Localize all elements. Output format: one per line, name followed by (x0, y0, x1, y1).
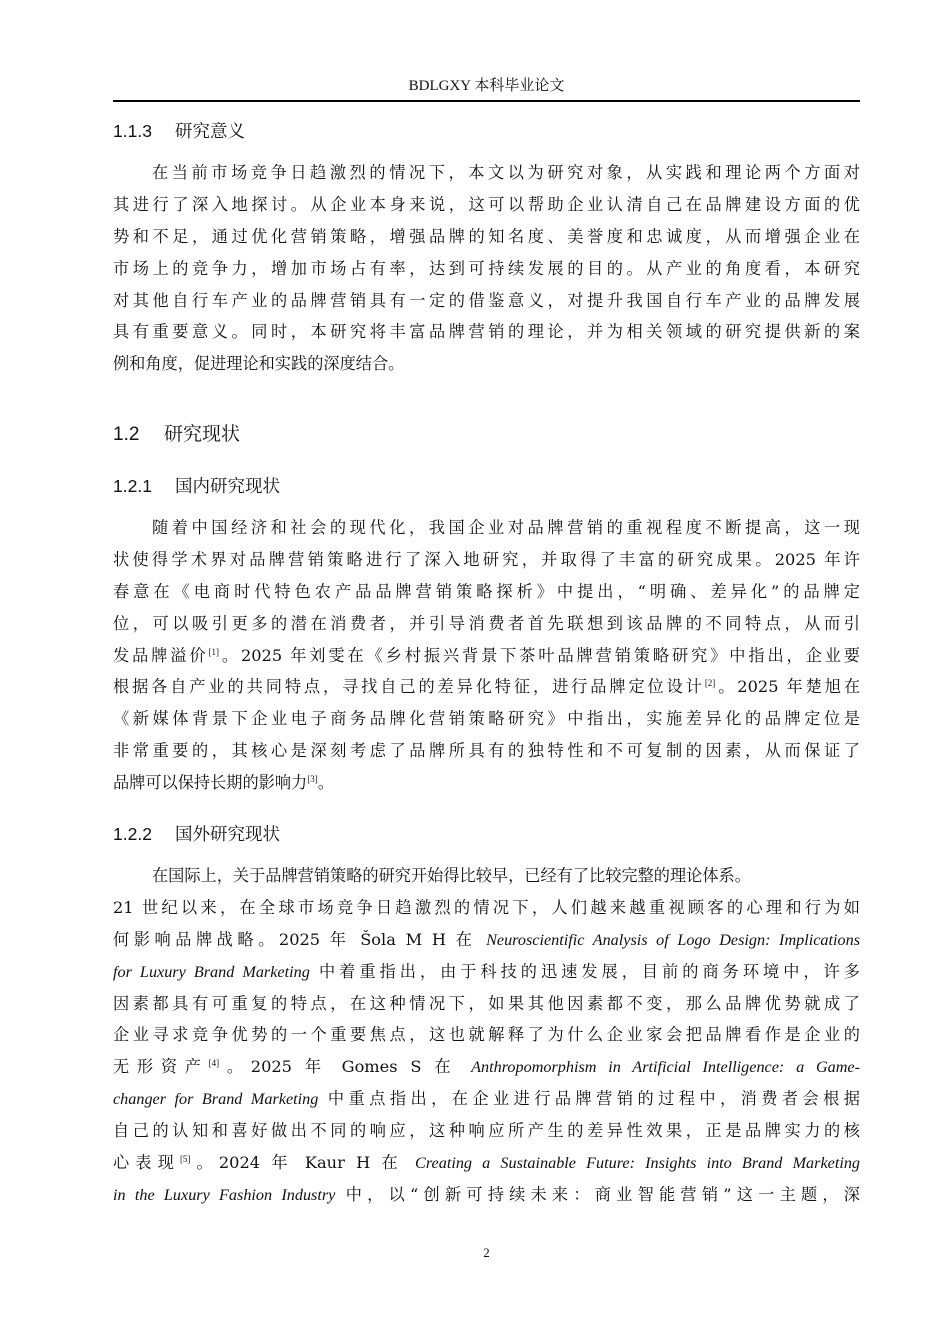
text-line: 因素都具有可重复的特点，在这种情况下，如果其他因素都不变，那么品牌优势就成了 (113, 993, 860, 1013)
text-line: 例和角度，促进理论和实践的深度结合。 (113, 354, 405, 374)
citation-ref: [1] (208, 646, 219, 657)
heading-number: 1.2.1 (113, 476, 152, 496)
heading-1-2-2 (113, 822, 280, 847)
text-line: in the Luxury Fashion Industry 中，以“创新可持续未来：商业智能营销”这一主题，深 (113, 1184, 860, 1204)
text-line: 根据各自产业的共同特点，寻找自己的差异化特征，进行品牌定位设计[2]。2025 年楚旭在 (113, 677, 861, 697)
text-line: 市场上的竞争力，增加市场占有率，达到可持续发展的目的。从产业的角度看，本研究 (113, 258, 860, 278)
running-header: BDLGXY 本科毕业论文 (408, 78, 565, 94)
citation-ref: [3] (307, 774, 318, 785)
paragraph-research-significance (113, 157, 860, 380)
text-line: 对其他自行车产业的品牌营销具有一定的借鉴意义，对提升我国自行车产业的品牌发展 (113, 290, 860, 310)
heading-number: 1.2 (113, 424, 140, 445)
paragraph-foreign-research (113, 860, 860, 1211)
text-line: 自己的认知和喜好做出不同的响应，这种响应所产生的差异性效果，正是品牌实力的核 (113, 1121, 860, 1141)
text-line: 21 世纪以来，在全球市场竞争日趋激烈的情况下，人们越来越重视顾客的心理和行为如 (113, 897, 860, 917)
text-line: 具有重要意义。同时，本研究将丰富品牌营销的理论，并为相关领域的研究提供新的案 (113, 322, 860, 342)
page-number: 2 (483, 1245, 490, 1260)
heading-title: 国内研究现状 (175, 477, 280, 497)
text-line: 状使得学术界对品牌营销策略进行了深入地研究，并取得了丰富的研究成果。2025 年许 (113, 549, 860, 569)
heading-title: 研究现状 (164, 423, 241, 445)
citation-ref: [4] (208, 1058, 220, 1069)
heading-1-2 (113, 421, 240, 448)
text-line: 非常重要的，其核心是深刻考虑了品牌所具有的独特性和不可复制的因素，从而保证了 (113, 741, 860, 761)
text-line: 企业寻求竞争优势的一个重要焦点，这也就解释了为什么企业家会把品牌看作是企业的 (113, 1025, 860, 1045)
heading-1-1-3 (113, 119, 245, 144)
text-line: 品牌可以保持长期的影响力[3]。 (113, 773, 334, 793)
text-line: 势和不足，通过优化营销策略，增强品牌的知名度、美誉度和忠诚度，从而增强企业在 (113, 226, 860, 246)
heading-number: 1.1.3 (113, 121, 152, 141)
text-line: changer for Brand Marketing 中重点指出，在企业进行品牌营销的过程中，消费者会根据 (113, 1089, 860, 1109)
heading-1-2-1 (113, 474, 280, 499)
heading-title: 国外研究现状 (175, 825, 280, 845)
text-line: 无形资产[4]。2025 年 Gomes S 在 Anthropomorphism in Artificial Intelligence: a Game- (113, 1057, 860, 1077)
citation-ref: [5] (179, 1154, 191, 1165)
citation-ref: [2] (704, 678, 716, 689)
text-line: 在当前市场竞争日趋激烈的情况下，本文以为研究对象，从实践和理论两个方面对 (152, 163, 860, 182)
text-line: 心表现[5]。2024 年 Kaur H 在 Creating a Sustainable Future: Insights into Brand Marketing (113, 1153, 861, 1173)
heading-number: 1.2.2 (113, 824, 152, 844)
text-line: 位，可以吸引更多的潜在消费者，并引导消费者首先联想到该品牌的不同特点，从而引 (113, 613, 860, 633)
header-divider (113, 100, 860, 102)
text-line: 春意在《电商时代特色农产品品牌营销策略探析》中提出，“明确、差异化”的品牌定 (113, 581, 860, 601)
paragraph-domestic-research (113, 512, 860, 799)
text-line: 何影响品牌战略。2025 年 Šola M H 在 Neuroscientific Analysis of Logo Design: Implications (113, 929, 860, 949)
text-line: 其进行了深入地探讨。从企业本身来说，这可以帮助企业认清自己在品牌建设方面的优 (113, 194, 860, 214)
text-line: 《新媒体背景下企业电子商务品牌化营销策略研究》中指出，实施差异化的品牌定位是 (113, 709, 860, 729)
text-line: 随着中国经济和社会的现代化，我国企业对品牌营销的重视程度不断提高，这一现 (152, 518, 860, 537)
text-line: for Luxury Brand Marketing 中着重指出，由于科技的迅速发展，目前的商务环境中，许多 (113, 961, 860, 981)
text-line: 发品牌溢价[1]。2025 年刘雯在《乡村振兴背景下茶叶品牌营销策略研究》中指出，企业要 (113, 645, 860, 665)
text-line: 在国际上，关于品牌营销策略的研究开始得比较早，已经有了比较完整的理论体系。 (152, 866, 751, 885)
heading-title: 研究意义 (175, 122, 245, 142)
